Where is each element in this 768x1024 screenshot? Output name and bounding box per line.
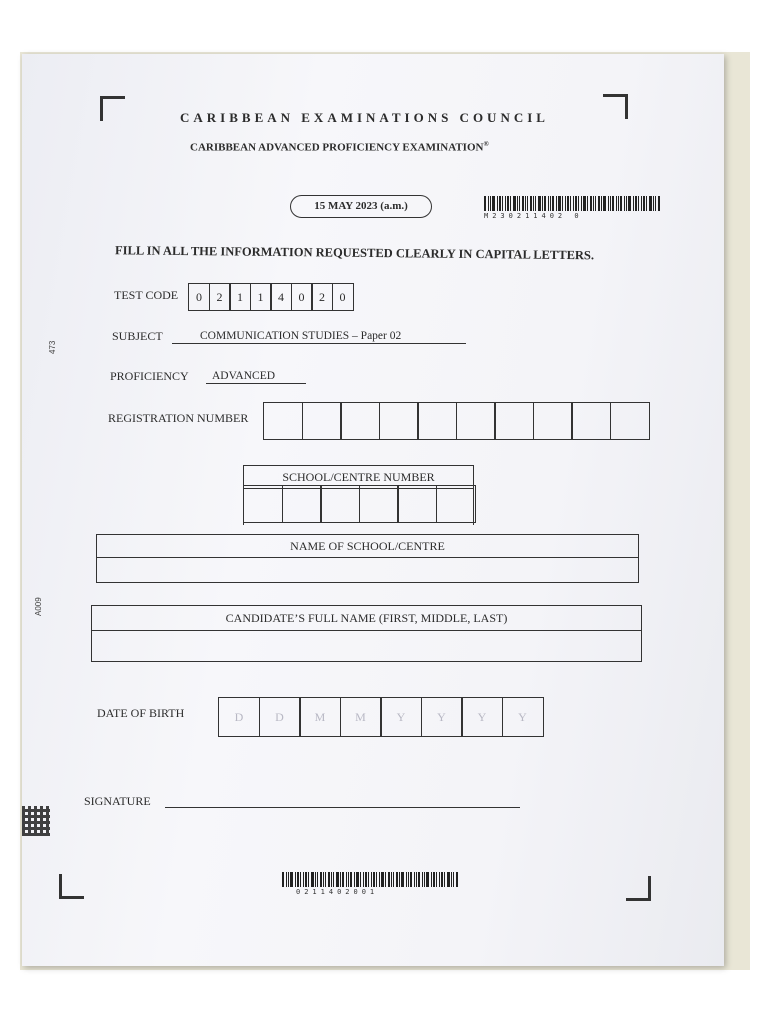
barcode-bar [638,196,639,211]
barcode-bar [311,872,314,887]
barcode-bar [655,196,656,211]
registration-box[interactable] [302,402,342,440]
barcode-bar [282,872,284,887]
registration-box[interactable] [533,402,573,440]
barcode-bar [441,872,443,887]
barcode-bar [305,872,307,887]
barcode-bar [453,872,454,887]
barcode-bar [303,872,304,887]
barcode-bar [328,872,330,887]
barcode-bar [385,872,386,887]
barcode-bar [376,872,377,887]
centre-number-boxes [243,485,476,523]
barcode-bar [401,872,404,887]
barcode-bar [626,196,627,211]
barcode-bottom-digits: 0211402001 [296,888,379,896]
barcode-bar [575,196,577,211]
barcode-bar [456,872,458,887]
registration-box[interactable] [456,402,496,440]
signature-label: SIGNATURE [84,794,151,808]
proficiency-value: ADVANCED [206,370,306,384]
barcode-bar [612,196,614,211]
barcode-bar [517,196,518,211]
barcode-bar [373,872,375,887]
barcode-bar [533,196,534,211]
barcode-bar [522,196,524,211]
dob-year-box[interactable]: Y [380,697,422,737]
barcode-bar [354,872,355,887]
barcode-bar [570,196,571,211]
barcode-bar [451,872,452,887]
barcode-bar [410,872,412,887]
barcode-bar [658,196,660,211]
barcode-bar [368,872,369,887]
candidate-name-label: CANDIDATE’S FULL NAME (FIRST, MIDDLE, LAST) [92,606,641,631]
barcode-bar [346,872,347,887]
barcode-bar [601,196,602,211]
barcode-bar [300,872,301,887]
barcode-bar [336,872,339,887]
barcode-bar [608,196,609,211]
registration-boxes [263,402,650,440]
barcode-bar [535,196,536,211]
test-code-digit: 2 [311,283,333,311]
test-code-digit: 1 [229,283,251,311]
registration-box[interactable] [571,402,611,440]
barcode-bar [499,196,501,211]
barcode-bar [519,196,520,211]
centre-number-box[interactable] [359,485,399,523]
barcode-bar [628,196,631,211]
barcode-bar [510,196,511,211]
corner-mark-top-right [603,94,628,119]
barcode-bar [593,196,594,211]
barcode-bar [331,872,332,887]
dob-month-box[interactable]: M [340,697,382,737]
barcode-bar [391,872,392,887]
test-code-digit: 0 [291,283,313,311]
barcode-bar [525,196,526,211]
test-code-boxes [188,283,354,311]
barcode-bar [416,872,417,887]
test-code-digit: 2 [209,283,231,311]
barcode-bar [620,196,622,211]
barcode-bar [550,196,551,211]
barcode-bar [618,196,619,211]
barcode-bar [320,872,322,887]
barcode-bar [414,872,415,887]
barcode-bar [513,196,516,211]
dob-boxes [218,697,544,737]
centre-number-box[interactable] [397,485,437,523]
data-matrix-code [22,806,50,836]
candidate-name-block [91,605,642,662]
barcode-bar [616,196,617,211]
barcode-bar [297,872,299,887]
barcode-bar [507,196,509,211]
barcode-bar [323,872,324,887]
barcode-bar [317,872,318,887]
barcode-bar [418,872,420,887]
barcode-bar [502,196,503,211]
barcode-bar [356,872,359,887]
barcode-bar [530,196,532,211]
barcode-bar [290,872,293,887]
barcode-bar [527,196,528,211]
barcode-bar [567,196,569,211]
school-name-block [96,534,639,583]
barcode-bar [431,872,432,887]
subject-label: SUBJECT [112,329,163,343]
barcode-bar [308,872,309,887]
barcode-bar [340,872,341,887]
dob-month-box[interactable]: M [299,697,341,737]
exam-title: CARIBBEAN ADVANCED PROFICIENCY EXAMINATION® [190,140,489,154]
school-name-field[interactable] [97,558,638,582]
corner-mark-bottom-right [626,876,651,901]
centre-number-box[interactable] [243,485,283,523]
exam-cover-sheet [22,54,724,966]
barcode-bar [396,872,398,887]
test-code-digit: 0 [332,283,354,311]
barcode-bar [393,872,394,887]
barcode-bar [653,196,654,211]
barcode-bar [295,872,296,887]
centre-number-box[interactable] [282,485,322,523]
barcode-bar [544,196,546,211]
barcode-bar [350,872,352,887]
barcode-bar [633,196,634,211]
school-name-label: NAME OF SCHOOL/CENTRE [97,535,638,558]
barcode-bar [492,196,495,211]
barcode-bar [505,196,506,211]
barcode-bar [325,872,326,887]
barcode-bar [595,196,596,211]
centre-number-box[interactable] [436,485,476,523]
registration-box[interactable] [379,402,419,440]
barcode-bar [433,872,435,887]
barcode-bar [426,872,429,887]
barcode-bar [548,196,549,211]
barcode-bar [315,872,316,887]
barcode-bar [484,196,486,211]
barcode-bar [447,872,450,887]
barcode-bar [439,872,440,887]
barcode-bar [286,872,287,887]
centre-number-label: SCHOOL/CENTRE NUMBER [244,466,473,489]
barcode-bar [643,196,645,211]
registration-box[interactable] [610,402,650,440]
barcode-bar [444,872,445,887]
corner-mark-top-left [100,96,125,121]
barcode-bar [424,872,425,887]
barcode-bar [363,872,364,887]
barcode-bar [565,196,566,211]
candidate-name-field[interactable] [92,631,641,661]
dob-year-box[interactable]: Y [421,697,463,737]
barcode-bar [610,196,611,211]
barcode-bar [422,872,423,887]
side-code-mid: A009 [34,597,43,616]
barcode-bar [406,872,407,887]
exam-date: 15 MAY 2023 (a.m.) [290,195,432,218]
registration-box[interactable] [340,402,380,440]
dob-year-box[interactable]: Y [502,697,544,737]
centre-number-box[interactable] [320,485,360,523]
barcode-bar [497,196,498,211]
council-title: CARIBBEAN EXAMINATIONS COUNCIL [180,110,549,125]
barcode-bar [635,196,637,211]
barcode-bar [624,196,625,211]
barcode-bar [603,196,606,211]
barcode-bar [348,872,349,887]
barcode-bar [399,872,400,887]
barcode-bar [488,196,489,211]
barcode-bar [490,196,491,211]
barcode-bar [649,196,652,211]
signature-line[interactable] [165,807,520,808]
barcode-bar [573,196,574,211]
barcode-top-digits: M230211402 0 [484,212,583,220]
barcode-bar [288,872,289,887]
test-code-digit: 4 [270,283,292,311]
barcode-bar [388,872,390,887]
barcode-bar [436,872,437,887]
barcode-bar [598,196,600,211]
dob-label: DATE OF BIRTH [97,706,185,720]
barcode-bar [408,872,409,887]
barcode-bar [646,196,647,211]
barcode-bar [641,196,642,211]
barcode-top [484,196,661,220]
registration-box[interactable] [494,402,534,440]
dob-day-box[interactable]: D [259,697,301,737]
proficiency-label: PROFICIENCY [110,369,189,383]
barcode-bottom-bars [282,872,459,887]
barcode-bar [333,872,334,887]
barcode-bar [542,196,543,211]
barcode-bar [583,196,586,211]
dob-day-box[interactable]: D [218,697,260,737]
barcode-bar [365,872,367,887]
barcode-bar [587,196,588,211]
barcode-top-bars [484,196,661,211]
instruction-text: FILL IN ALL THE INFORMATION REQUESTED CLEARLY IN CAPITAL LETTERS. [114,243,595,263]
registration-label: REGISTRATION NUMBER [108,411,249,425]
test-code-label: TEST CODE [114,288,179,302]
barcode-bar [578,196,579,211]
registration-box[interactable] [263,402,303,440]
barcode-bar [538,196,541,211]
barcode-bar [371,872,372,887]
barcode-bar [379,872,380,887]
corner-mark-bottom-left [59,874,84,899]
test-code-digit: 1 [250,283,272,311]
barcode-bar [562,196,563,211]
barcode-bar [558,196,561,211]
registration-box[interactable] [417,402,457,440]
barcode-bar [556,196,557,211]
dob-year-box[interactable]: Y [461,697,503,737]
barcode-bar [342,872,344,887]
subject-value: COMMUNICATION STUDIES – Paper 02 [172,330,466,344]
barcode-bar [381,872,384,887]
barcode-bottom [282,872,459,896]
side-code-top: 473 [48,340,57,354]
barcode-bar [552,196,554,211]
test-code-digit: 0 [188,283,210,311]
barcode-bar [581,196,582,211]
barcode-bar [590,196,592,211]
barcode-bar [360,872,361,887]
